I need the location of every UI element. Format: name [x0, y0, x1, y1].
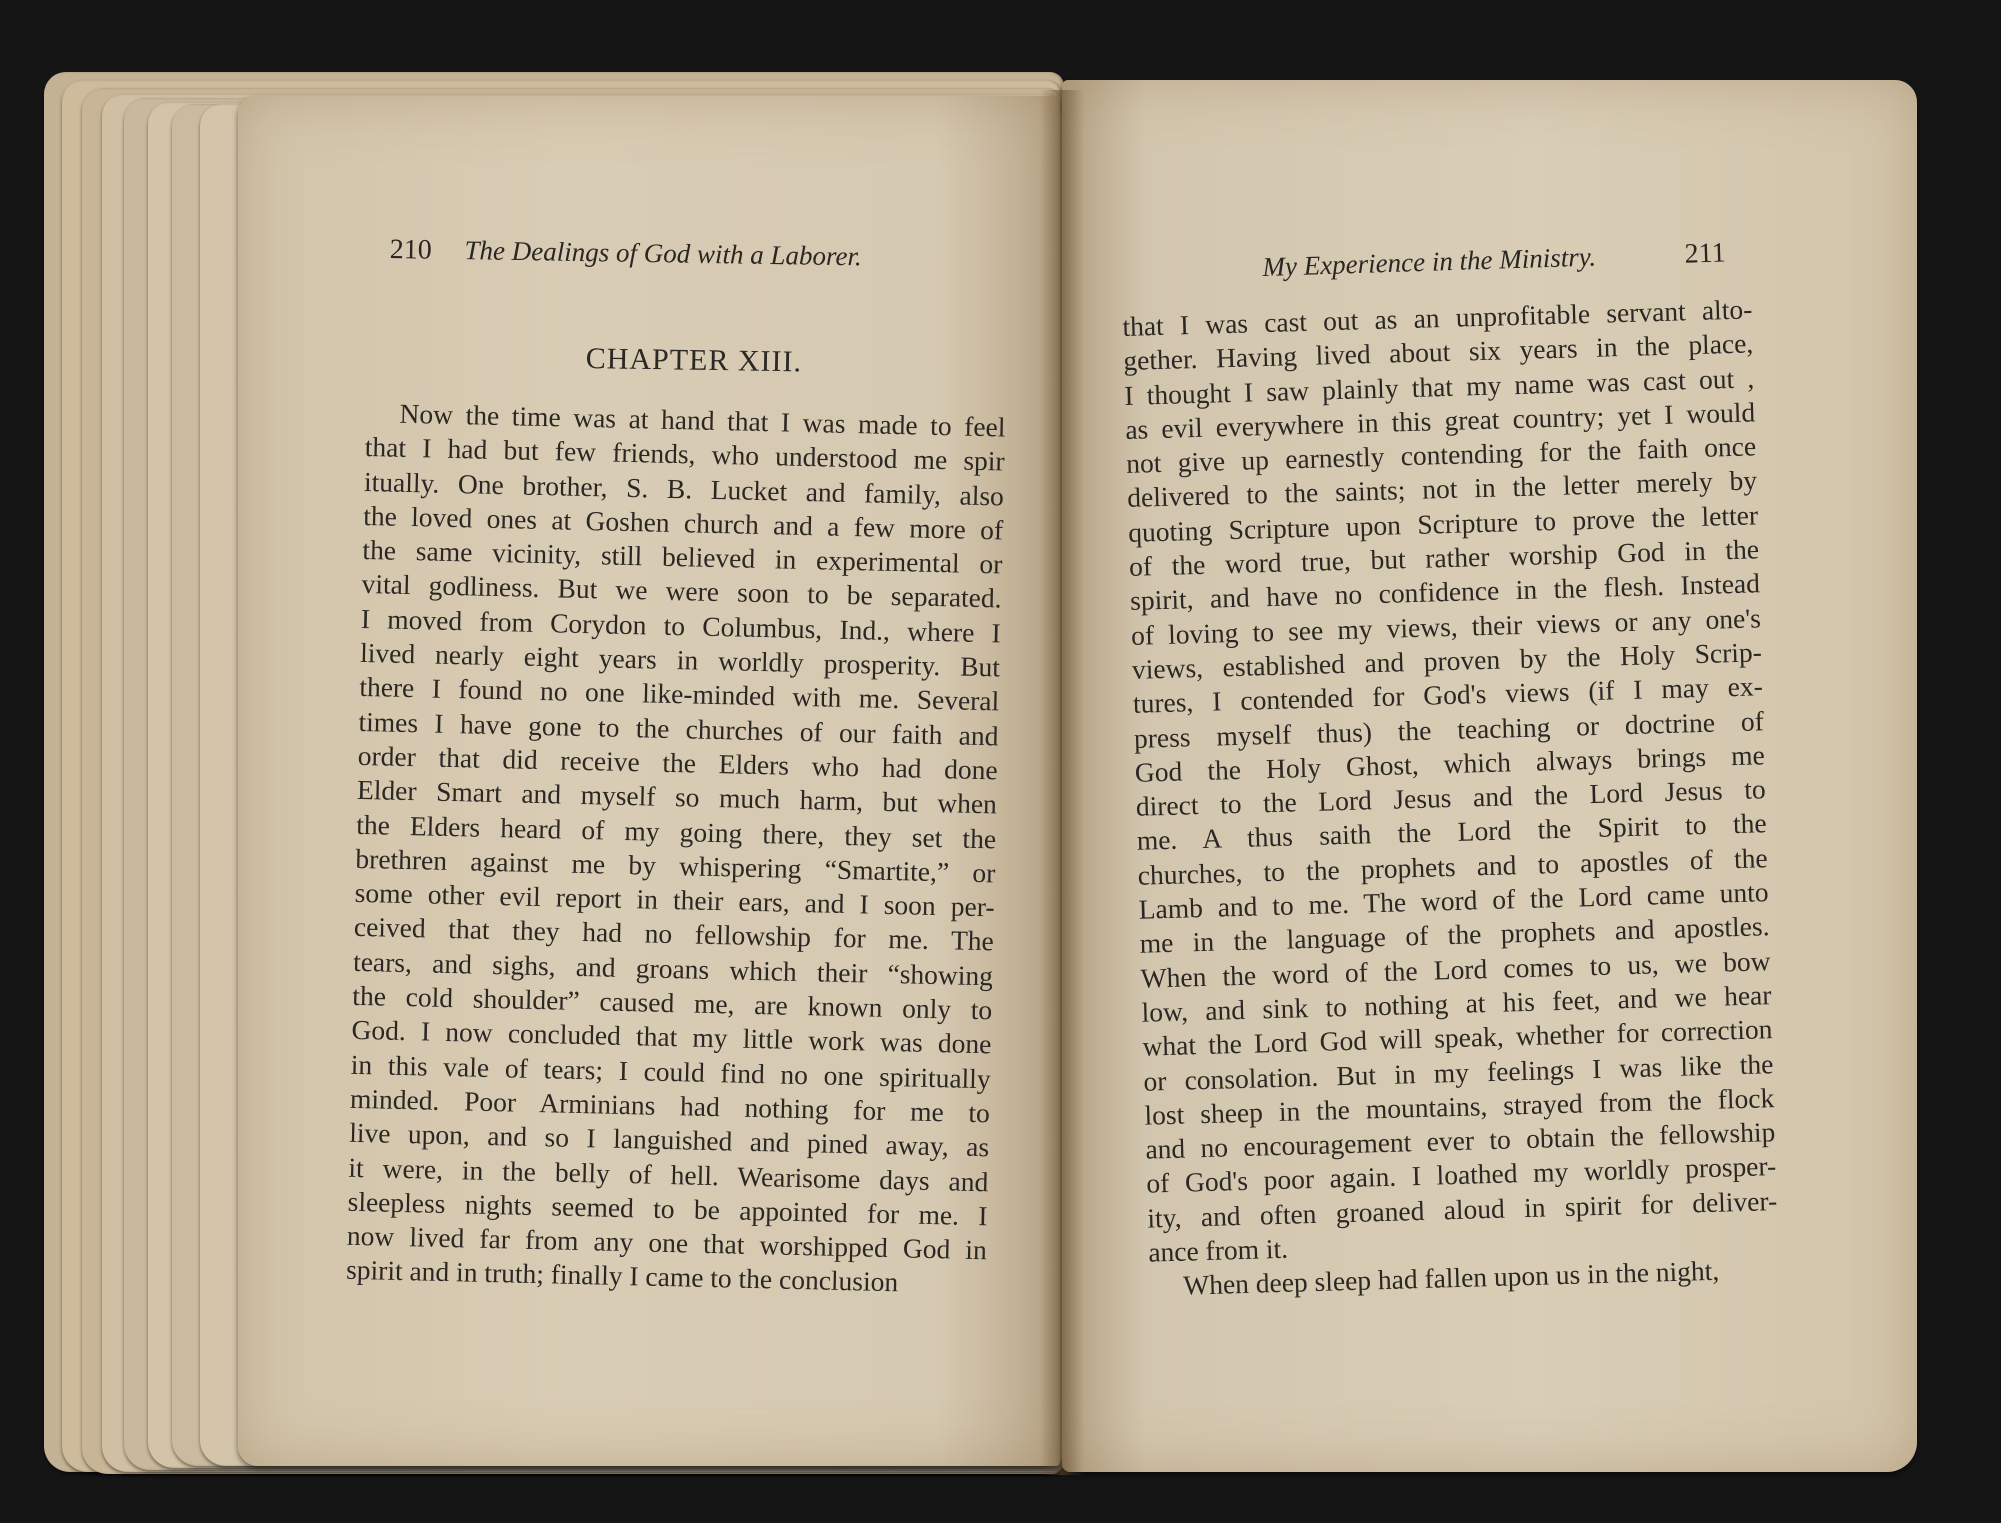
text-line: lost sheep in the mountains, strayed from the flock — [1144, 1081, 1775, 1131]
text-line: tears, and sighs, and groans which their “showing — [352, 945, 994, 992]
text-line: ance from it. — [1147, 1232, 1289, 1268]
text-line: views, established and proven by the Holy Scrip- — [1131, 636, 1763, 685]
text-line: the Elders heard of my going there, they set the — [355, 808, 997, 854]
text-line: that I had but few friends, who understood me spir — [364, 431, 1006, 477]
text-line: spirit, and have no confidence in the flesh. Instead — [1129, 567, 1761, 617]
text-line: there I found no one like-minded with me. Several — [359, 671, 1000, 717]
text-line: Elder Smart and myself so much harm, but when — [356, 774, 998, 820]
text-line: live upon, and so I languished and pined away, as — [348, 1117, 990, 1163]
left-page-number: 210 — [389, 234, 432, 266]
text-line: not give up earnestly contending for the faith once — [1125, 430, 1757, 480]
text-line: God. I now concluded that my little work was done — [351, 1014, 992, 1060]
right-page-number: 211 — [1684, 237, 1727, 270]
text-line: spirit and in truth; finally I came to the conclusion — [345, 1254, 899, 1298]
text-line: itually. One brother, S. B. Lucket and family, also — [363, 465, 1005, 512]
chapter-title: CHAPTER XIII. — [585, 342, 803, 379]
text-line: and no encouragement ever to obtain the fellowship — [1145, 1116, 1776, 1165]
text-line: that I was cast out as an unprofitable servant alto- — [1122, 293, 1753, 342]
text-line: times I have gone to the churches of our faith and — [358, 705, 999, 752]
text-line: sleepless nights seemed to be appointed for me. I — [347, 1185, 988, 1232]
text-line: me. A thus saith the Lord the Spirit to the — [1136, 807, 1768, 857]
right-running-head: My Experience in the Ministry. — [1262, 241, 1597, 282]
text-line: in this vale of tears; I could find no one spiritually — [350, 1048, 992, 1094]
text-line: minded. Poor Arminians had nothing for me to — [349, 1082, 991, 1129]
text-line: quoting Scripture upon Scripture to prove the letter — [1127, 499, 1759, 548]
text-line: the loved ones at Goshen church and a few more of — [362, 499, 1004, 546]
text-line: press myself thus) the teaching or doctrine of — [1133, 704, 1765, 754]
left-page-text — [346, 396, 1006, 1302]
text-line: Now the time was at hand that I was made to feel — [399, 397, 1006, 443]
text-line: gether. Having lived about six years in the place, — [1122, 327, 1754, 377]
text-line: ceived that they had no fellowship for me. The — [353, 911, 995, 957]
text-line: order that did receive the Elders who had done — [357, 739, 999, 786]
text-line: I moved from Corydon to Columbus, Ind., where I — [360, 602, 1002, 649]
text-line: Lamb and to me. The word of the Lord came unto — [1138, 876, 1769, 925]
text-line: me in the language of the prophets and apostles. — [1139, 910, 1770, 960]
text-line: direct to the Lord Jesus and the Lord Jesus to — [1135, 773, 1767, 822]
text-line: it were, in the belly of hell. Wearisome days and — [348, 1151, 989, 1197]
book-gutter — [1040, 90, 1084, 1475]
text-line: or consolation. But in my feelings I was like the — [1143, 1047, 1774, 1097]
text-line: I thought I saw plainly that my name was cast out , — [1123, 361, 1755, 411]
text-line: the cold shoulder” caused me, are known only to — [352, 979, 993, 1026]
text-line: as evil everywhere in this great country; yet I would — [1124, 396, 1756, 445]
text-line: churches, to the prophets and to apostles of the — [1137, 841, 1768, 891]
right-page-text — [1122, 292, 1780, 1304]
text-line: delivered to the saints; not in the letter merely by — [1126, 464, 1758, 514]
text-line: tures, I contended for God's views (if I may ex- — [1132, 670, 1764, 720]
text-line: brethren against me by whispering “Smartite,” or — [355, 842, 996, 889]
text-line: of loving to see my views, their views or any one's — [1130, 601, 1762, 651]
text-line: some other evil report in their ears, and I soon per- — [354, 877, 995, 923]
text-line: now lived far from any one that worshipped God in — [346, 1219, 988, 1266]
text-line: low, and sink to nothing at his feet, and we hear — [1141, 979, 1772, 1028]
text-line: vital godliness. But we were soon to be separated. — [361, 568, 1002, 614]
text-line: what the Lord God will speak, whether for correction — [1142, 1013, 1773, 1062]
text-line: God the Holy Ghost, which always brings me — [1134, 739, 1766, 788]
text-line: lived nearly eight years in worldly prosperity. But — [359, 637, 1001, 683]
text-line: ity, and often groaned aloud in spirit for deliver- — [1146, 1184, 1778, 1234]
text-line: the same vicinity, still believed in experimental or — [362, 534, 1003, 580]
text-line: of God's poor again. I loathed my worldly prosper- — [1145, 1150, 1777, 1200]
left-running-head: The Dealings of God with a Laborer. — [464, 235, 862, 272]
text-line: When deep sleep had fallen upon us in the night, — [1182, 1255, 1720, 1301]
text-line: of the word true, but rather worship God in the — [1128, 533, 1760, 582]
text-line: When the word of the Lord comes to us, we bow — [1140, 944, 1771, 994]
